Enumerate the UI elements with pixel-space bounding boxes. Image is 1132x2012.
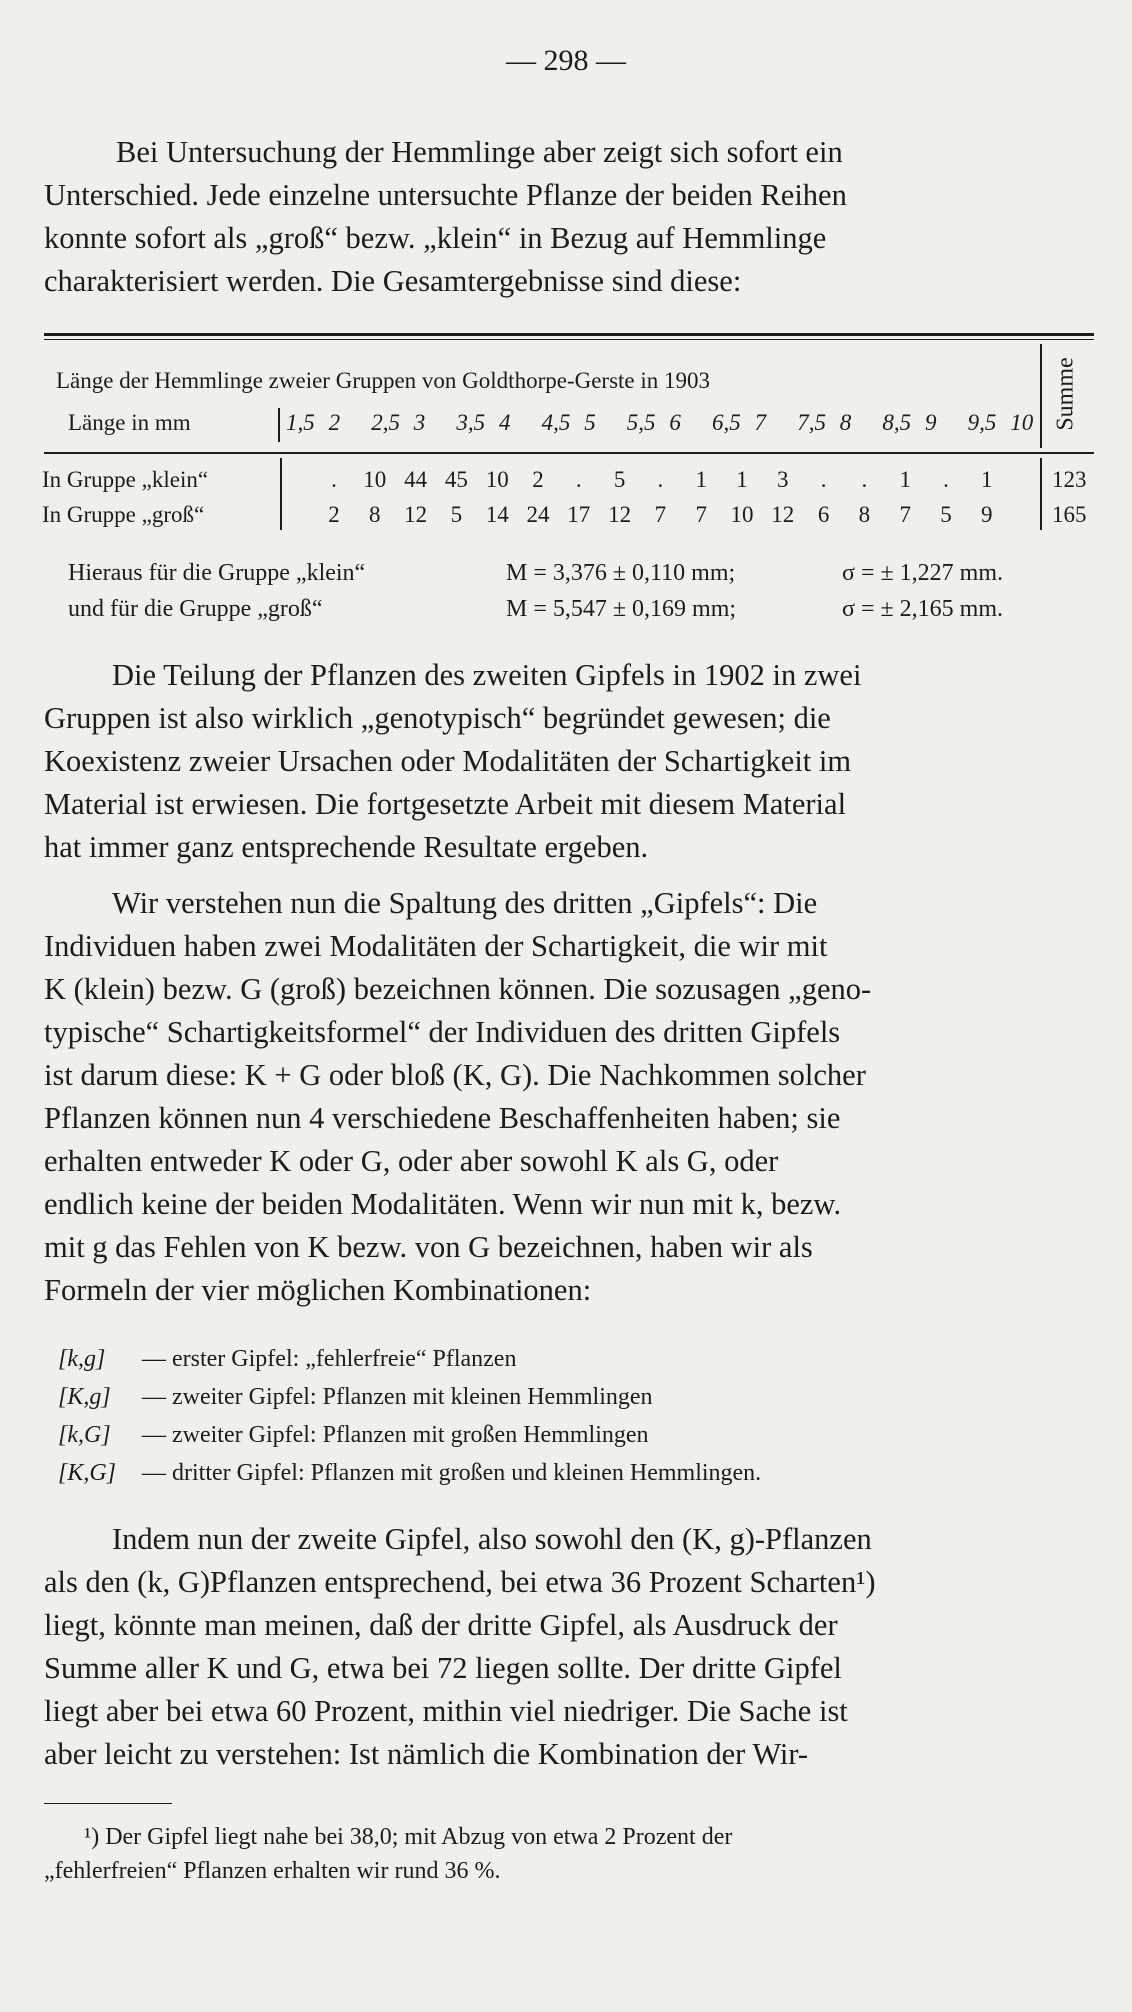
footnote-line: „fehlerfreien“ Pflanzen erhalten wir rund 36 %.	[44, 1858, 501, 1884]
text-line: ist darum diese: K + G oder bloß (K, G). Die Nachkommen solcher	[44, 1058, 866, 1092]
paragraph-4	[44, 1518, 1089, 1776]
summe-label: Summe	[1052, 357, 1079, 431]
text-line: Die Teilung der Pflanzen des zweiten Gipfels in 1902 in zwei	[112, 658, 862, 692]
length-divider	[278, 408, 280, 442]
summe-header	[1048, 344, 1084, 444]
length-value: 3	[413, 410, 426, 435]
table-cell: 5	[450, 502, 463, 527]
table-cell: 7	[899, 502, 911, 527]
table-cell: 7	[654, 502, 667, 527]
text-line: erhalten entweder K oder G, oder aber sowohl K als G, oder	[44, 1144, 779, 1178]
length-value: 8,5	[882, 410, 912, 435]
formula: [K,G]	[58, 1460, 117, 1486]
table-cell: 1	[695, 467, 707, 492]
description: — zweiter Gipfel: Pflanzen mit großen Hemmlingen	[142, 1422, 649, 1448]
list-item	[58, 1460, 761, 1487]
text-line: K (klein) bezw. G (groß) bezeichnen können. Die sozusagen „geno-	[44, 972, 872, 1006]
result-m-klein: M = 3,376 ± 0,110 mm;	[506, 560, 736, 586]
text-line: Individuen haben zwei Modalitäten der Schartigkeit, die wir mit	[44, 929, 828, 963]
text-line: liegt, könnte man meinen, daß der dritte Gipfel, als Ausdruck der	[44, 1608, 838, 1642]
text-line: Material ist erwiesen. Die fortgesetzte Arbeit mit diesem Material	[44, 787, 847, 821]
length-value: 4,5	[541, 410, 571, 435]
table-cell: 12	[404, 502, 428, 527]
sum-gross: 165	[1052, 502, 1087, 527]
label-divider	[280, 458, 282, 530]
length-value: 9,5	[967, 410, 997, 435]
table-cell: 45	[444, 467, 468, 492]
length-value: 3,5	[456, 410, 486, 435]
description: — zweiter Gipfel: Pflanzen mit kleinen Hemmlingen	[142, 1384, 653, 1410]
table-cell: .	[861, 467, 868, 492]
table-cell: .	[657, 467, 664, 492]
summe-divider	[1040, 344, 1042, 448]
text-line: Gruppen ist also wirklich „genotypisch“ begründet gewesen; die	[44, 701, 831, 735]
row-label-klein: In Gruppe „klein“	[42, 467, 209, 492]
text-line: aber leicht zu verstehen: Ist nämlich die Kombination der Wir-	[44, 1737, 809, 1771]
length-value: 8	[839, 410, 852, 435]
text-line: konnte sofort als „groß“ bezw. „klein“ in Bezug auf Hemmlinge	[44, 221, 827, 255]
result-label-klein: Hieraus für die Gruppe „klein“	[68, 560, 366, 586]
length-value: 5,5	[626, 410, 656, 435]
text-line: Bei Untersuchung der Hemmlinge aber zeigt sich sofort ein	[116, 135, 843, 169]
text-line: Formeln der vier möglichen Kombinationen:	[44, 1273, 592, 1307]
table-cell: 14	[485, 502, 509, 527]
table-cell: .	[943, 467, 949, 492]
table-top-rule-thin	[44, 339, 1094, 340]
paragraph-3	[44, 882, 1089, 1312]
table-cell: 10	[363, 467, 387, 492]
result-sigma-gross: σ = ± 2,165 mm.	[842, 596, 1003, 622]
length-value: 7,5	[797, 410, 826, 435]
description: — erster Gipfel: „fehlerfreie“ Pflanzen	[142, 1346, 517, 1372]
text-line: Wir verstehen nun die Spaltung des dritten „Gipfels“: Die	[112, 886, 818, 920]
footnote-rule	[44, 1803, 172, 1804]
length-value: 2,5	[371, 410, 400, 435]
sum-divider	[1040, 458, 1042, 530]
table-cell: 44	[404, 467, 428, 492]
table-title: Länge der Hemmlinge zweier Gruppen von Goldthorpe-Gerste in 1903	[56, 368, 711, 393]
table-cell: 3	[777, 467, 789, 492]
text-line: hat immer ganz entsprechende Resultate ergeben.	[44, 830, 649, 864]
text-line: liegt aber bei etwa 60 Prozent, mithin viel niedriger. Die Sache ist	[44, 1694, 848, 1728]
table-cell: 8	[858, 502, 871, 527]
text-line: Pflanzen können nun 4 verschiedene Beschaffenheiten haben; sie	[44, 1101, 841, 1135]
length-value: 7	[754, 410, 767, 435]
result-sigma-klein: σ = ± 1,227 mm.	[842, 560, 1003, 586]
formula: [K,g]	[58, 1384, 111, 1410]
sum-klein: 123	[1052, 467, 1087, 492]
table-cell: 10	[730, 502, 754, 527]
table-cell: 1	[981, 467, 993, 492]
text-line: mit g das Fehlen von K bezw. von G bezeichnen, haben wir als	[44, 1230, 813, 1264]
text-line: Koexistenz zweier Ursachen oder Modalitäten der Schartigkeit im	[44, 744, 852, 778]
length-value: 9	[925, 410, 937, 435]
description: — dritter Gipfel: Pflanzen mit großen und kleinen Hemmlingen.	[142, 1460, 762, 1486]
table-cell: .	[820, 467, 827, 492]
table-cell: 17	[567, 502, 591, 527]
table-cell: 12	[771, 502, 795, 527]
table-cell: 10	[485, 467, 509, 492]
length-value: 2	[328, 410, 341, 435]
result-m-gross: M = 5,547 ± 0,169 mm;	[506, 596, 737, 622]
text-line: Unterschied. Jede einzelne untersuchte Pflanze der beiden Reihen	[44, 178, 847, 212]
table-cell: .	[575, 467, 582, 492]
table-cell: 1	[736, 467, 748, 492]
length-value: 1,5	[286, 410, 315, 435]
table-cell: 5	[613, 467, 626, 492]
intro-paragraph	[44, 131, 1089, 303]
table-cell: 12	[608, 502, 632, 527]
table-cell: 5	[940, 502, 952, 527]
formula: [k,G]	[58, 1422, 111, 1448]
table-cell: 7	[695, 502, 707, 527]
length-value: 10	[1010, 410, 1034, 435]
length-value: 6,5	[712, 410, 741, 435]
list-item	[58, 1346, 516, 1373]
table-cell: .	[331, 467, 337, 492]
row-label-gross: In Gruppe „groß“	[42, 502, 205, 527]
length-value: 6	[669, 410, 681, 435]
table-cell: 2	[328, 502, 340, 527]
paragraph-2	[44, 654, 1089, 869]
length-value: 5	[584, 410, 596, 435]
text-line: Indem nun der zweite Gipfel, also sowohl den (K, g)-Pflanzen	[112, 1522, 872, 1556]
table-cell: 2	[532, 467, 544, 492]
page-number: — 298 —	[506, 44, 626, 77]
table-mid-rule	[44, 452, 1094, 454]
table-cell: 8	[369, 502, 381, 527]
list-item	[58, 1384, 653, 1411]
table-cell: 1	[899, 467, 911, 492]
text-line: als den (k, G)Pflanzen entsprechend, bei etwa 36 Prozent Scharten¹)	[44, 1565, 876, 1599]
text-line: Summe aller K und G, etwa bei 72 liegen sollte. Der dritte Gipfel	[44, 1651, 842, 1685]
length-value: 4	[499, 410, 511, 435]
text-line: charakterisiert werden. Die Gesamtergebnisse sind diese:	[44, 264, 742, 298]
text-line: endlich keine der beiden Modalitäten. Wenn wir nun mit k, bezw.	[44, 1187, 842, 1221]
list-item	[58, 1422, 649, 1449]
table-cell: 9	[981, 502, 993, 527]
table-top-rule	[44, 333, 1094, 336]
result-label-gross: und für die Gruppe „groß“	[68, 596, 323, 622]
formula: [k,g]	[58, 1346, 106, 1372]
text-line: typische“ Schartigkeitsformel“ der Individuen des dritten Gipfels	[44, 1015, 841, 1049]
footnote	[44, 1820, 1089, 1888]
table-cell: 6	[817, 502, 830, 527]
table-cell: 24	[526, 502, 550, 527]
length-label: Länge in mm	[68, 410, 191, 435]
footnote-line: ¹) Der Gipfel liegt nahe bei 38,0; mit Abzug von etwa 2 Prozent der	[84, 1824, 733, 1850]
